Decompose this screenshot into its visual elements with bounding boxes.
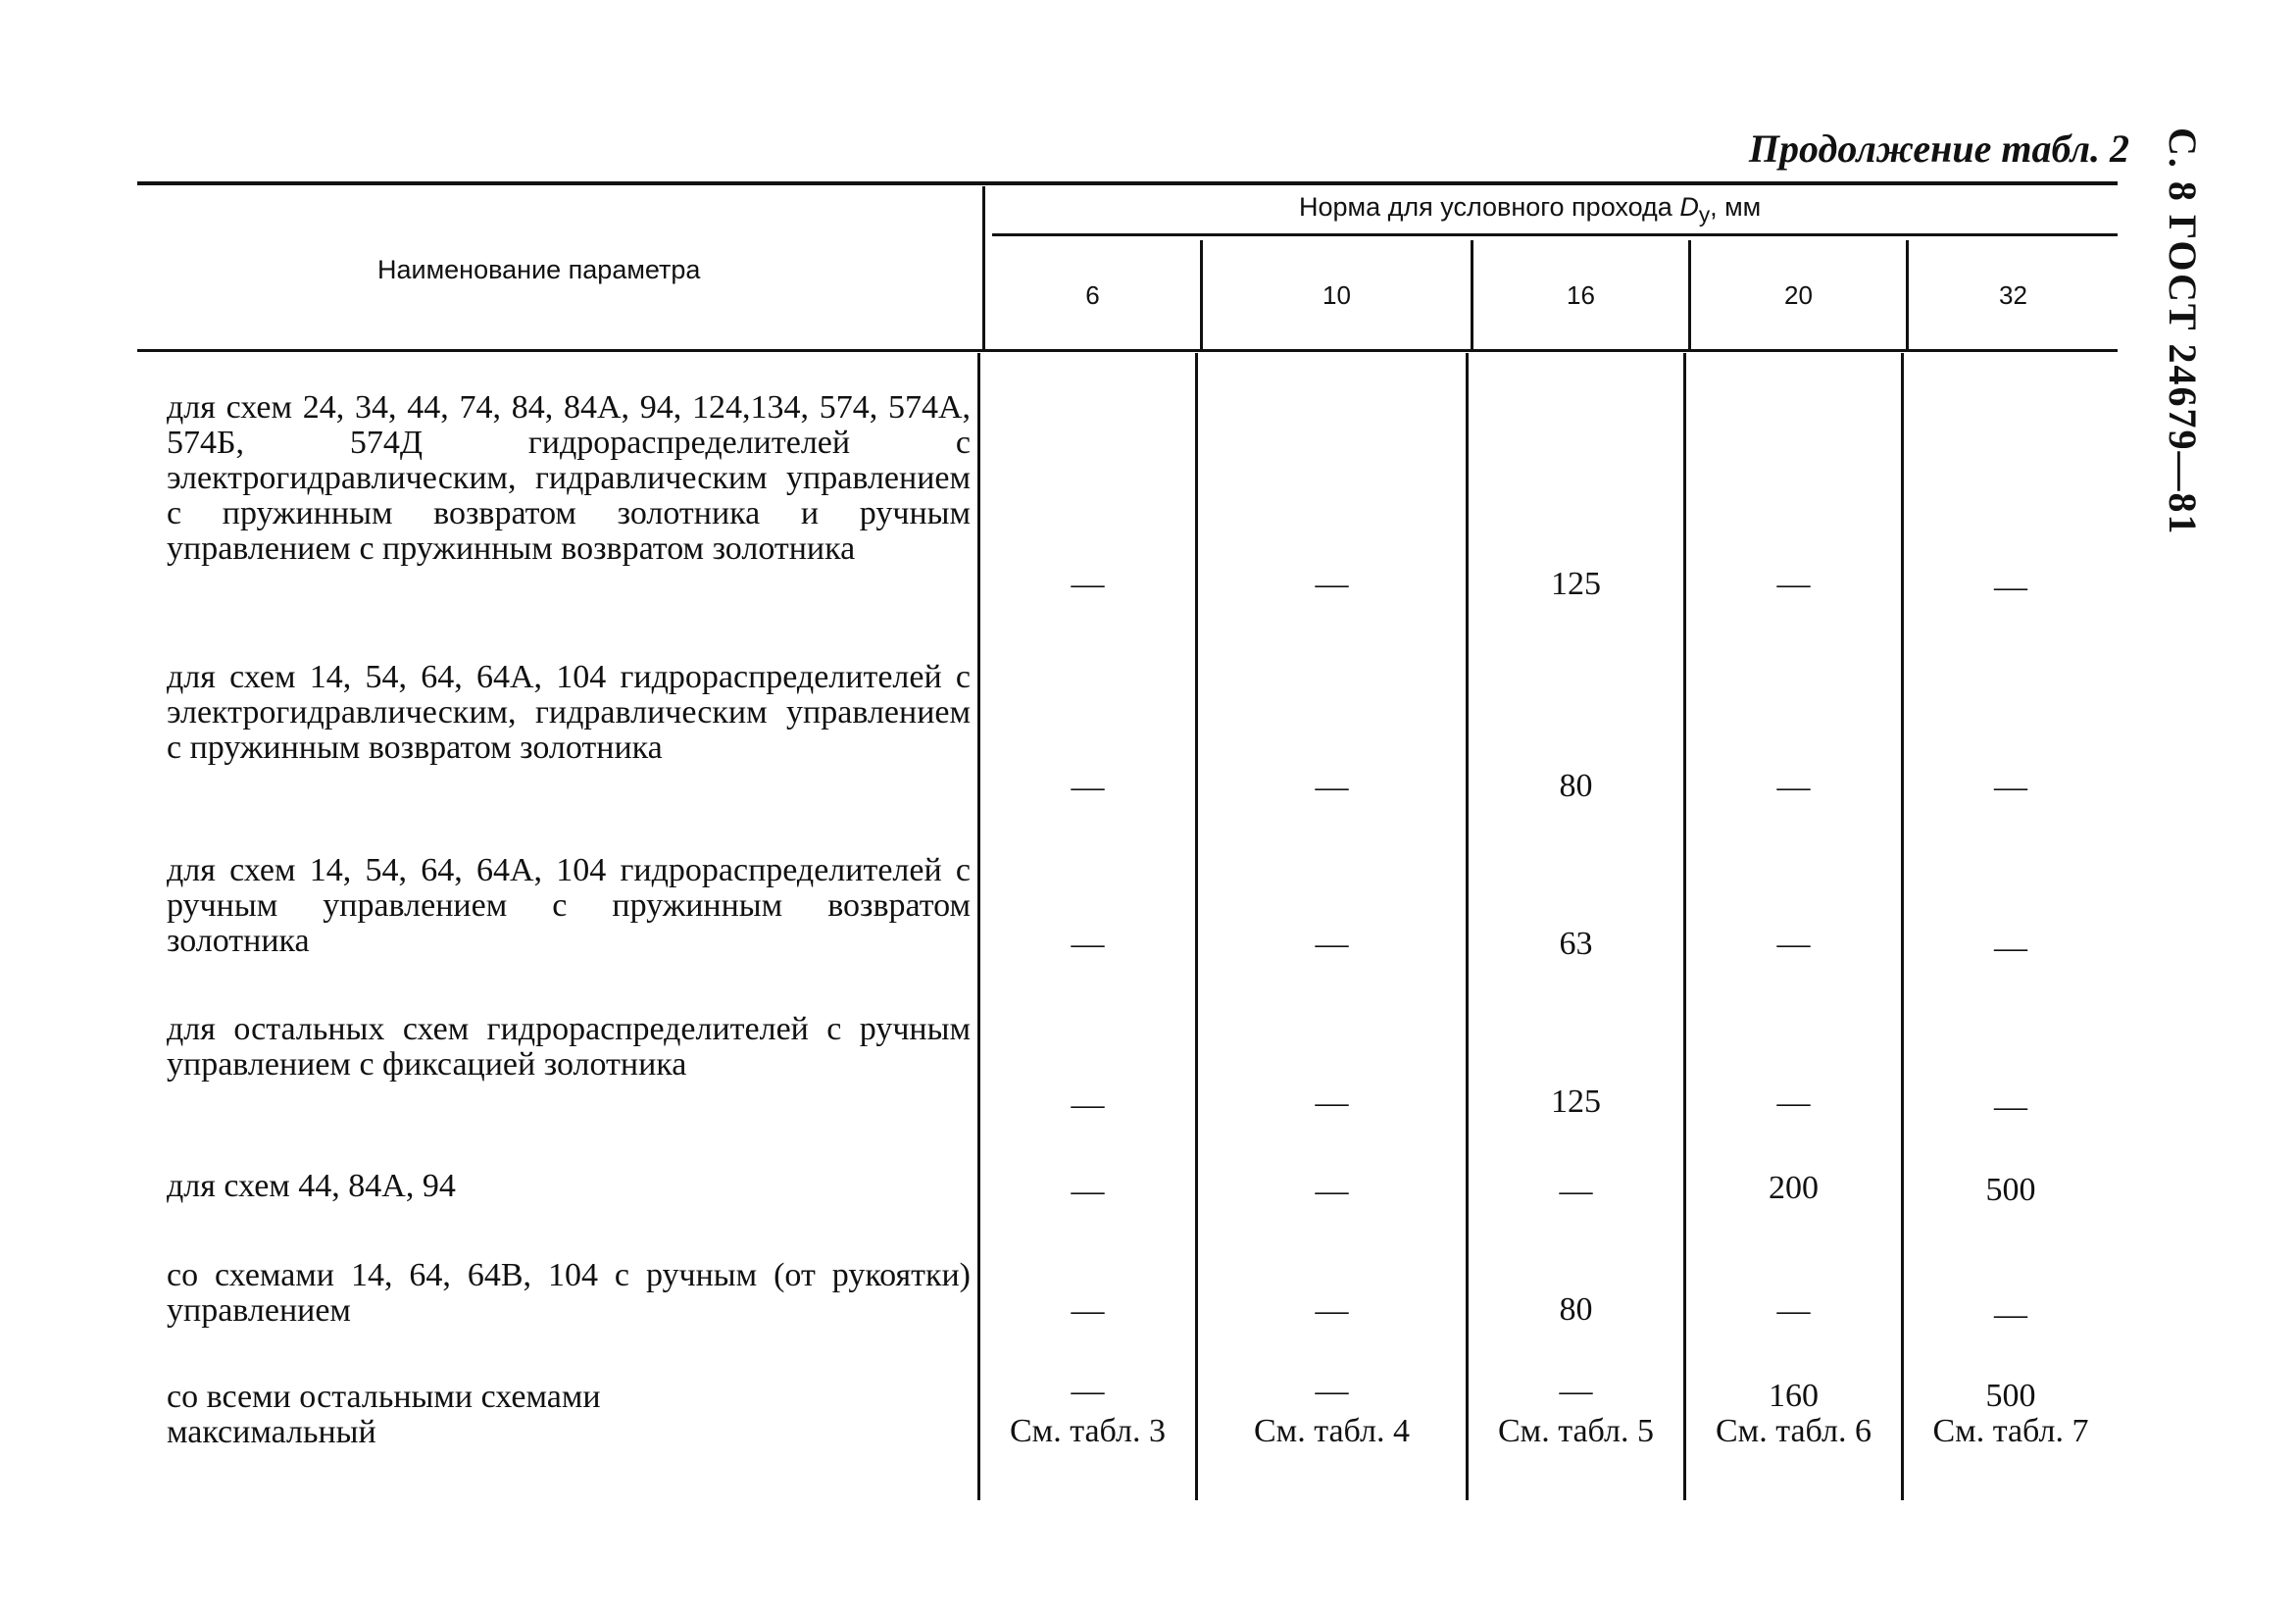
table-cell: — [1776,769,1811,805]
table-cell: — [1071,1373,1105,1409]
norm-unit: , мм [1710,192,1762,222]
row-label: для схем 14, 54, 64, 64А, 104 гидрораспределителей с ручным управлением с пружинным возвратом золотника [167,852,971,959]
table-cell: — [1315,1292,1349,1329]
row-label-line1: со всеми остальными схемами [167,1379,601,1415]
table-cell: 125 [1551,566,1601,602]
table-cell: — [1071,566,1105,602]
table-cell: — [1315,926,1349,962]
column-header-32: 32 [1999,280,2027,310]
table-top-rule [137,181,2118,185]
row-label: для схем 14, 54, 64, 64А, 104 гидрораспределителей с электрогидравлическим, гидравлическим управлением с пружинным возвратом золотника [167,659,971,766]
table-cell: — [1994,1088,2027,1125]
row-label-line2: максимальный [167,1414,376,1450]
table-cell: — [1315,769,1349,805]
table-cell-reference: См. табл. 3 [1010,1413,1166,1449]
table-cell: — [1776,926,1811,962]
column-header-6: 6 [1085,280,1100,310]
table-cell: — [1994,569,2027,605]
table-cell: — [1776,566,1811,602]
norm-header-rule [992,233,2118,236]
table-cell: — [1071,769,1105,805]
column-header-16: 16 [1567,280,1595,310]
table-cell: — [1776,1084,1811,1121]
table-cell-reference: См. табл. 7 [1932,1413,2089,1449]
table-cell: 500 [1985,1378,2036,1414]
param-column-header: Наименование параметра [377,255,701,284]
table-cell: — [1994,1296,2027,1333]
table-cell: 500 [1985,1172,2036,1208]
table-cell: — [1315,566,1349,602]
table-cell: — [1559,1373,1593,1409]
column-header-10: 10 [1323,280,1351,310]
row-label: для схем 44, 84А, 94 [167,1168,456,1204]
table-cell: 125 [1551,1084,1601,1120]
table-cell: — [1071,1292,1105,1329]
table-cell: 80 [1559,768,1593,804]
table-cell: 63 [1559,926,1593,962]
table-cell: — [1994,769,2027,805]
table-cell: — [1315,1084,1349,1121]
table-cell-reference: См. табл. 6 [1716,1413,1872,1449]
table-cell: — [1315,1373,1349,1409]
table-cell: — [1559,1173,1593,1209]
norm-column-header [1299,192,1761,227]
table-cell: — [1071,1086,1105,1123]
norm-subscript: у [1698,202,1711,227]
page-side-label: С. 8 ГОСТ 24679—81 [2161,127,2205,536]
table-cell: — [1315,1173,1349,1209]
continuation-label: Продолжение табл. 2 [1748,126,2129,171]
row-label: для схем 24, 34, 44, 74, 84, 84А, 94, 124,134, 574, 574А, 574Б, 574Д гидрораспределителей с электрогидравлическим, гидравлическим управлением с пружинным возвратом золотника и ручным управлением с пружинным возвратом золотника [167,389,971,567]
table-cell: 80 [1559,1291,1593,1328]
table-cell: 160 [1769,1378,1819,1414]
table-cell-reference: См. табл. 5 [1498,1413,1654,1449]
table-cell-reference: См. табл. 4 [1254,1413,1410,1449]
row-label: со схемами 14, 64, 64В, 104 с ручным (от рукоятки) управлением [167,1257,971,1329]
table-cell: 200 [1769,1170,1819,1206]
norm-header-text: Норма для условного прохода [1299,192,1672,222]
table-cell: — [1776,1292,1811,1329]
header-bottom-rule [137,349,2118,352]
row-label: для остальных схем гидрораспределителей с ручным управлением с фиксацией золотника [167,1011,971,1083]
table-cell: — [1071,1173,1105,1209]
column-header-20: 20 [1784,280,1813,310]
table-cell: — [1071,926,1105,962]
table-cell: — [1994,930,2027,966]
header-divider [982,186,985,349]
norm-symbol: D [1679,192,1699,222]
